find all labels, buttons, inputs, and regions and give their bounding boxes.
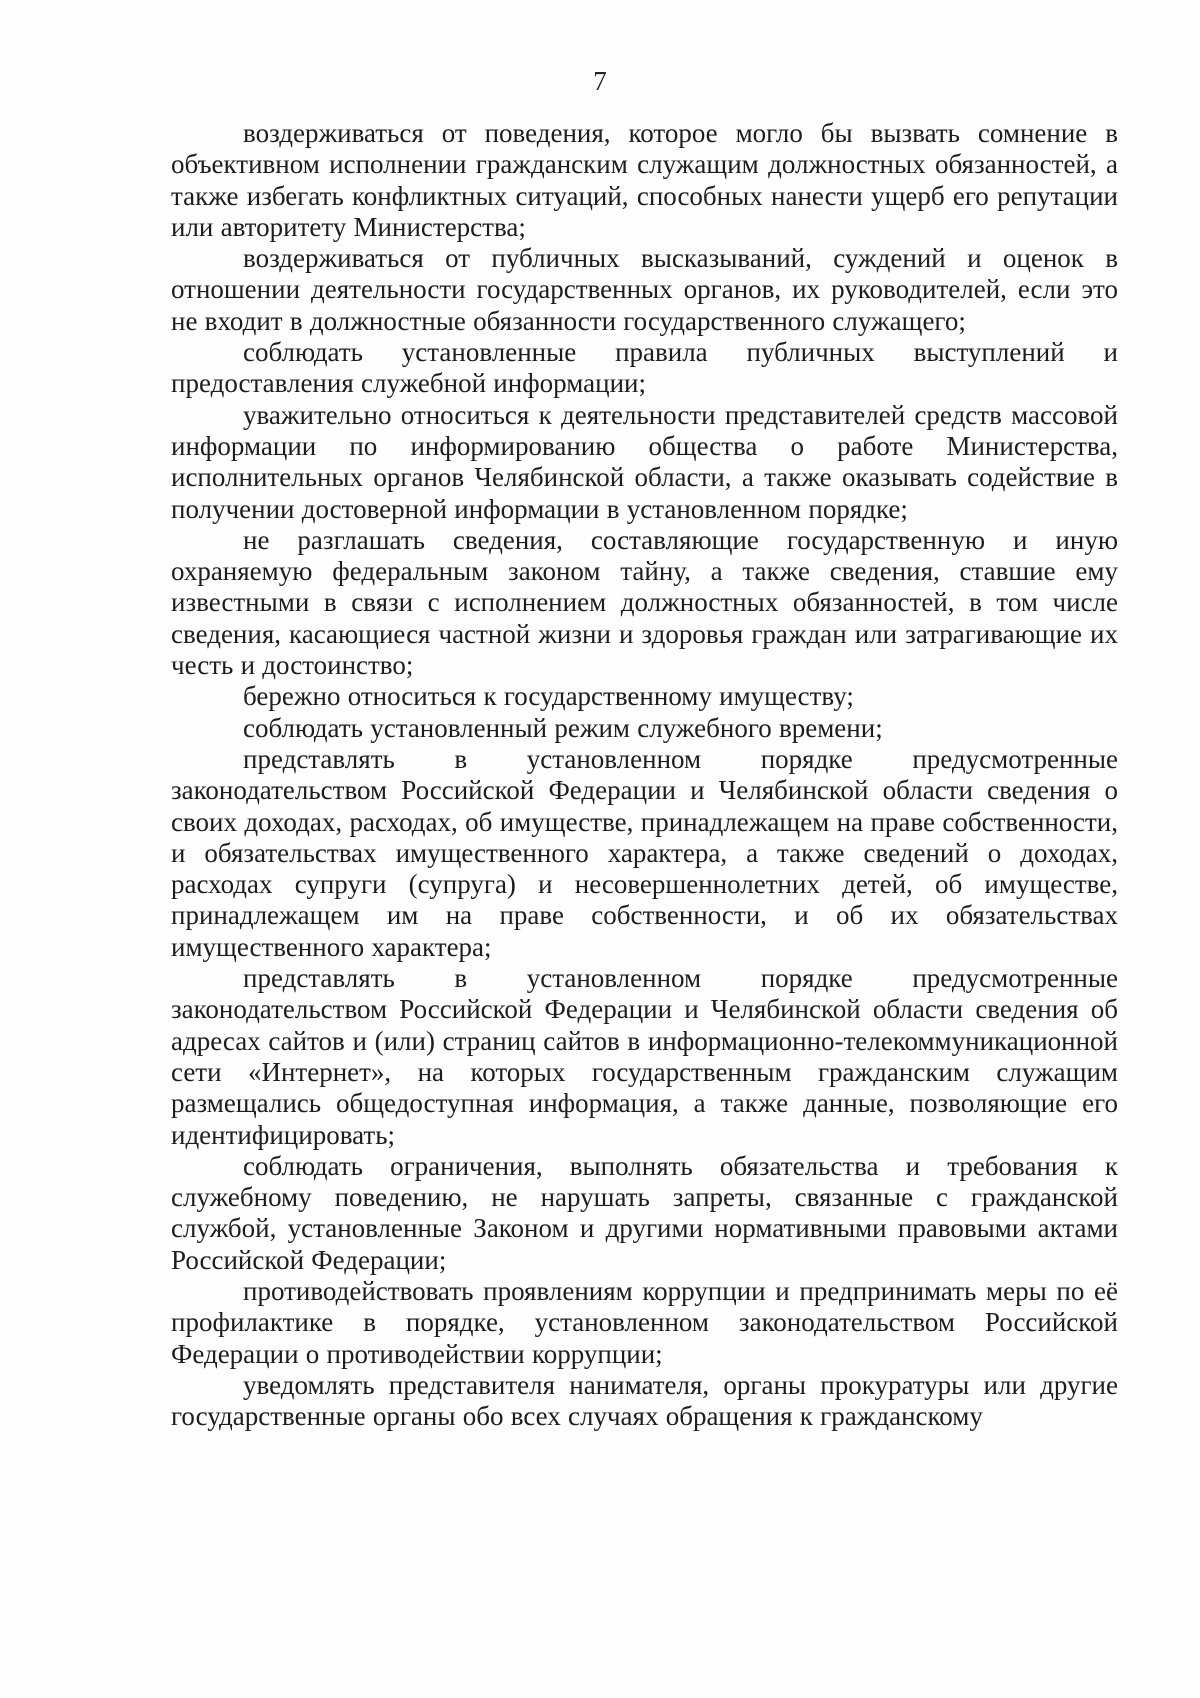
paragraph-2: воздерживаться от публичных высказываний, суждений и оценок в отношении деятельности государственных органов, их руководителей, если это не входит в должностные обязанности государственного служащего; [171, 243, 1118, 336]
paragraph-1: воздерживаться от поведения, которое могло бы вызвать сомнение в объективном исполнении гражданским служащим должностных обязанностей, а также избегать конфликтных ситуаций, способных нанести ущерб его репутации или авторитету Министерства; [171, 118, 1118, 242]
page-number: 7 [593, 66, 607, 96]
paragraph-11: противодействовать проявлениям коррупции и предпринимать меры по её профилактике в порядке, установленном законодательством Российской Федерации о противодействии коррупции; [171, 1275, 1118, 1369]
paragraph-10: соблюдать ограничения, выполнять обязательства и требования к служебному поведению, не нарушать запреты, связанные с гражданской службой, установленные Законом и другими нормативными правовыми актами Российской Федерации; [171, 1150, 1118, 1275]
paragraph-3: соблюдать установленные правила публичных выступлений и предоставления служебной информации; [171, 337, 1118, 399]
paragraph-7: соблюдать установленный режим служебного времени; [243, 712, 883, 743]
paragraph-6: бережно относиться к государственному имуществу; [243, 681, 854, 712]
paragraph-4: уважительно относиться к деятельности представителей средств массовой информации по информированию общества о работе Министерства, исполнительных органов Челябинской области, а также оказывать содействие в получении достоверной информации в установленном порядке; [171, 399, 1118, 524]
paragraph-5: не разглашать сведения, составляющие государственную и иную охраняемую федеральным законом тайну, а также сведения, ставшие ему известными в связи с исполнением должностных обязанностей, в том числе сведения, касающиеся частной жизни и здоровья граждан или затрагивающие их честь и достоинство; [171, 524, 1118, 681]
paragraph-9: представлять в установленном порядке предусмотренные законодательством Российской Федерации и Челябинской области сведения об адресах сайтов и (или) страниц сайтов в информационно-телекоммуникационной сети «Интернет», на которых государственным гражданским служащим размещались общедоступная информация, а также данные, позволяющие его идентифицировать; [171, 963, 1118, 1150]
document-body [171, 118, 1118, 1432]
paragraph-12: уведомлять представителя нанимателя, органы прокуратуры или другие государственные органы обо всех случаях обращения к гражданскому [171, 1369, 1118, 1432]
paragraph-8: представлять в установленном порядке предусмотренные законодательством Российской Федерации и Челябинской области сведения о своих доходах, расходах, об имуществе, принадлежащем на праве собственности, и обязательствах имущественного характера, а также сведений о доходах, расходах супруги (супруга) и несовершеннолетних детей, об имуществе, принадлежащем им на праве собственности, и об их обязательствах имущественного характера; [171, 743, 1118, 962]
